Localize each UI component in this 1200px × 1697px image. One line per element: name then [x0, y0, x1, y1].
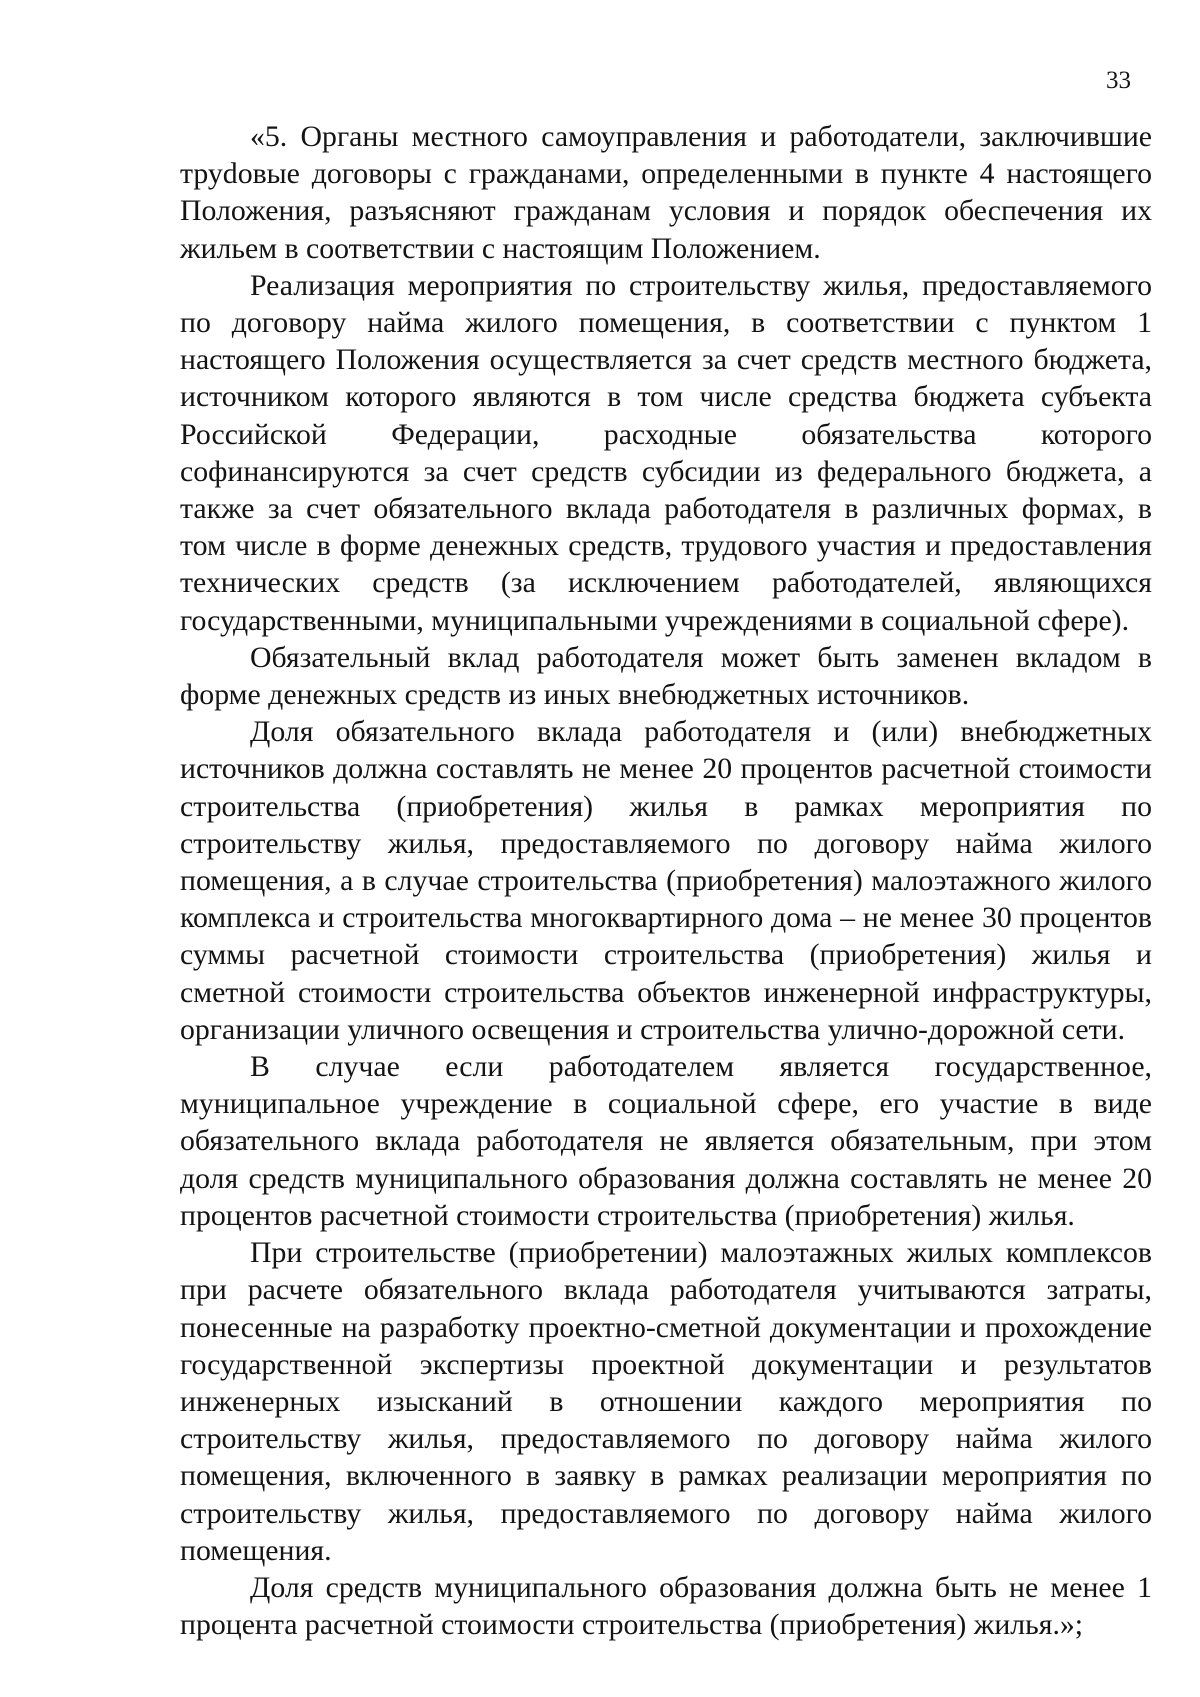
document-body	[180, 118, 1152, 1643]
paragraph-6: При строительстве (приобретении) малоэтажных жилых комплексов при расчете обязательного вклада работодателя учитываются затраты, понесенные на разработку проектно-сметной документации и прохождение государственной экспертизы проектной документации и результатов инженерных изысканий в отношении каждого мероприятия по строительству жилья, предоставляемого по договору найма жилого помещения, включенного в заявку в рамках реализации мероприятия по строительству жилья, предоставляемого по договору найма жилого помещения.	[180, 1236, 1152, 1567]
page-number: 33	[1106, 67, 1131, 94]
paragraph-2: Реализация мероприятия по строительству жилья, предоставляемого по договору найма жилого помещения, в соответствии с пунктом 1 настоящего Положения осуществляется за счет средств местного бюджета, источником которого являются в том числе средства бюджета субъекта Российской Федерации, расходные обязательства которого софинансируются за счет средств субсидии из федерального бюджета, а также за счет обязательного вклада работодателя в различных формах, в том числе в форме денежных средств, трудового участия и предоставления технических средств (за исключением работодателей, являющихся государственными, муниципальными учреждениями в социальной сфере).	[180, 268, 1152, 637]
paragraph-5: В случае если работодателем является государственное, муниципальное учреждение в социальной сфере, его участие в виде обязательного вклада работодателя не является обязательным, при этом доля средств муниципального образования должна составлять не менее 20 процентов расчетной стоимости строительства (приобретения) жилья.	[180, 1050, 1152, 1232]
paragraph-7: Доля средств муниципального образования должна быть не менее 1 процента расчетной стоимости строительства (приобретения) жилья.»;	[180, 1570, 1152, 1642]
paragraph-4: Доля обязательного вклада работодателя и (или) внебюджетных источников должна составлять не менее 20 процентов расчетной стоимости строительства (приобретения) жилья в рамках мероприятия по строительству жилья, предоставляемого по договору найма жилого помещения, а в случае строительства (приобретения) малоэтажного жилого комплекса и строительства многоквартирного дома – не менее 30 процентов суммы расчетной стоимости строительства (приобретения) жилья и сметной стоимости строительства объектов инженерной инфраструктуры, организации уличного освещения и строительства улично-дорожной сети.	[180, 715, 1152, 1046]
paragraph-1: «5. Органы местного самоуправления и работодатели, заключившие труdовые договоры с гражданами, определенными в пункте 4 настоящего Положения, разъясняют гражданам условия и порядок обеспечения их жильем в соответствии с настоящим Положением.	[180, 120, 1152, 265]
paragraph-3: Обязательный вклад работодателя может быть заменен вкладом в форме денежных средств из иных внебюджетных источников.	[180, 640, 1152, 712]
